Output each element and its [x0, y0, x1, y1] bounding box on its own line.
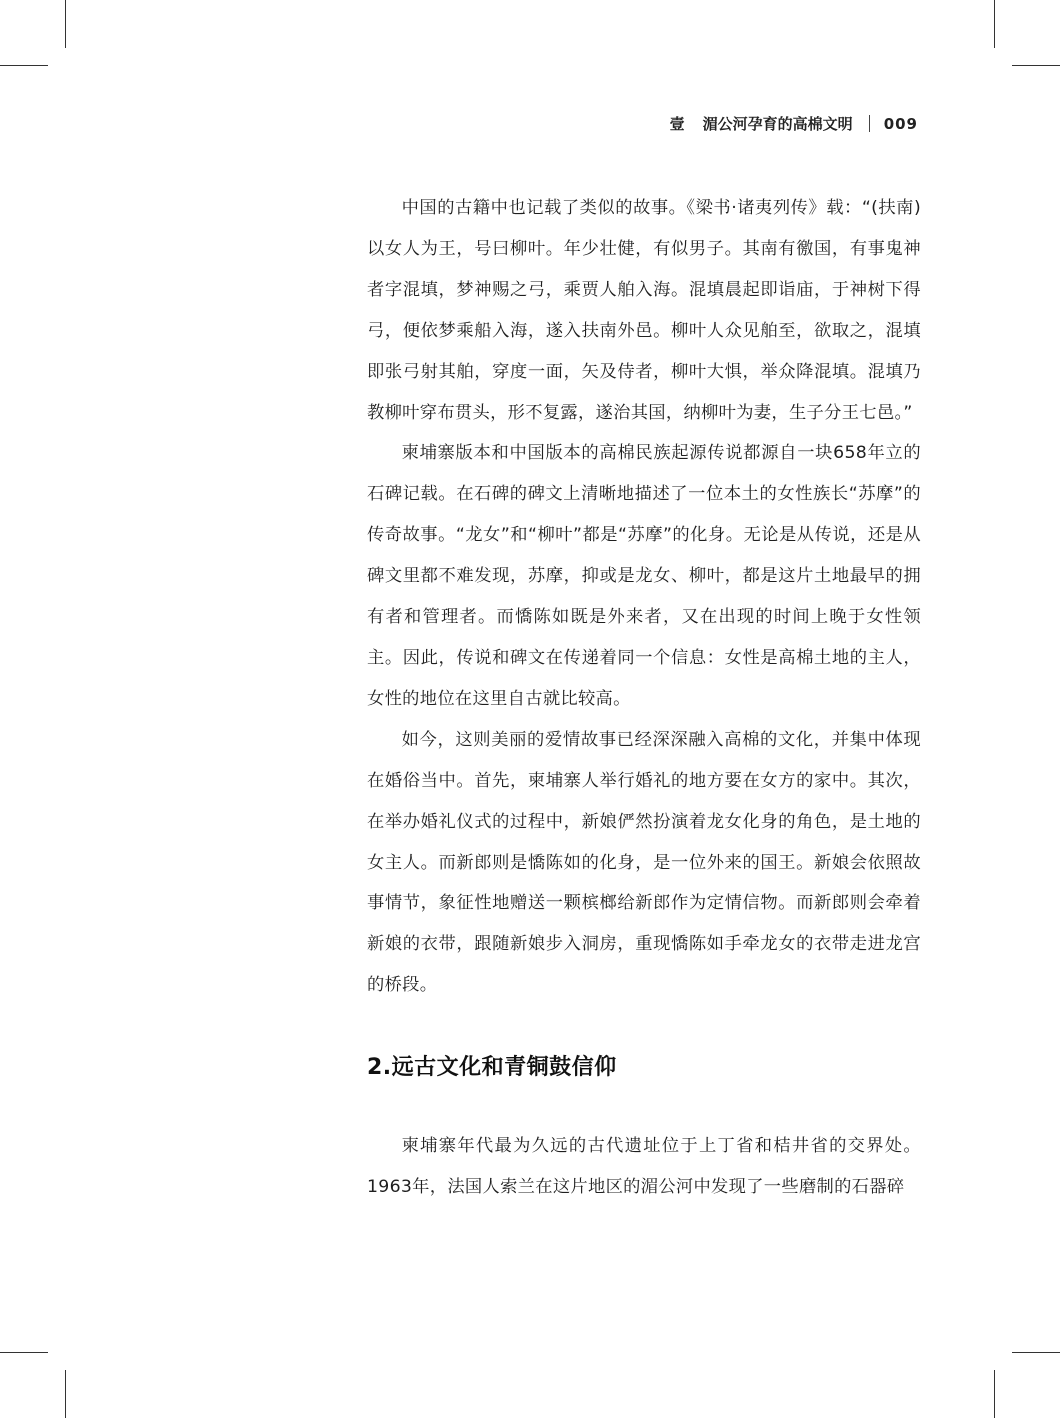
crop-mark-bottom-right-vertical [994, 1370, 995, 1418]
crop-mark-bottom-left-horizontal [0, 1352, 48, 1353]
crop-mark-top-right-vertical [994, 0, 995, 48]
crop-mark-top-left-vertical [65, 0, 66, 48]
header-divider [869, 115, 870, 132]
crop-mark-top-left-horizontal [0, 65, 48, 66]
body-text [367, 188, 921, 1006]
section-heading: 2.远古文化和青铜鼓信仰 [367, 1055, 617, 1080]
chapter-number: 壹 [669, 115, 685, 133]
paragraph-ancient-sites: 柬埔寨年代最为久远的古代遗址位于上丁省和桔井省的交界处。1963年，法国人索兰在这片地区的湄公河中发现了一些磨制的石器碎 [367, 1136, 921, 1197]
paragraph-liangshu-quote: 中国的古籍中也记载了类似的故事。《梁书·诸夷列传》载：“(扶南)以女人为王，号曰柳叶。年少壮健，有似男子。其南有徼国，有事鬼神者字混填，梦神赐之弓，乘贾人舶入海。混填晨起即诣庙，于神树下得弓，便依梦乘船入海，遂入扶南外邑。柳叶人众见舶至，欲取之，混填即张弓射其舶，穿度一面，矢及侍者，柳叶大惧，举众降混填。混填乃教柳叶穿布贯头，形不复露，遂治其国，纳柳叶为妻，生子分王七邑。” [367, 198, 921, 423]
crop-mark-top-right-horizontal [1012, 65, 1060, 66]
paragraph-wedding-customs: 如今，这则美丽的爱情故事已经深深融入高棉的文化，并集中体现在婚俗当中。首先，柬埔寨人举行婚礼的地方要在女方的家中。其次，在举办婚礼仪式的过程中，新娘俨然扮演着龙女化身的角色，是土地的女主人。而新郎则是憍陈如的化身，是一位外来的国王。新娘会依照故事情节，象征性地赠送一颗槟榔给新郎作为定情信物。而新郎则会牵着新娘的衣带，跟随新娘步入洞房，重现憍陈如手牵龙女的衣带走进龙宫的桥段。 [367, 729, 921, 996]
paragraph-stele-record: 柬埔寨版本和中国版本的高棉民族起源传说都源自一块658年立的石碑记载。在石碑的碑文上清晰地描述了一位本土的女性族长“苏摩”的传奇故事。“龙女”和“柳叶”都是“苏摩”的化身。无论是从传说，还是从碑文里都不难发现，苏摩，抑或是龙女、柳叶，都是这片土地最早的拥有者和管理者。而憍陈如既是外来者，又在出现的时间上晚于女性领主。因此，传说和碑文在传递着同一个信息：女性是高棉土地的主人，女性的地位在这里自古就比较高。 [367, 443, 921, 709]
crop-mark-bottom-left-vertical [65, 1370, 66, 1418]
section-body-text [367, 1126, 921, 1208]
crop-mark-bottom-right-horizontal [1012, 1352, 1060, 1353]
running-header [670, 113, 918, 134]
chapter-title: 湄公河孕育的高棉文明 [702, 115, 853, 133]
page-number: 009 [883, 114, 918, 133]
